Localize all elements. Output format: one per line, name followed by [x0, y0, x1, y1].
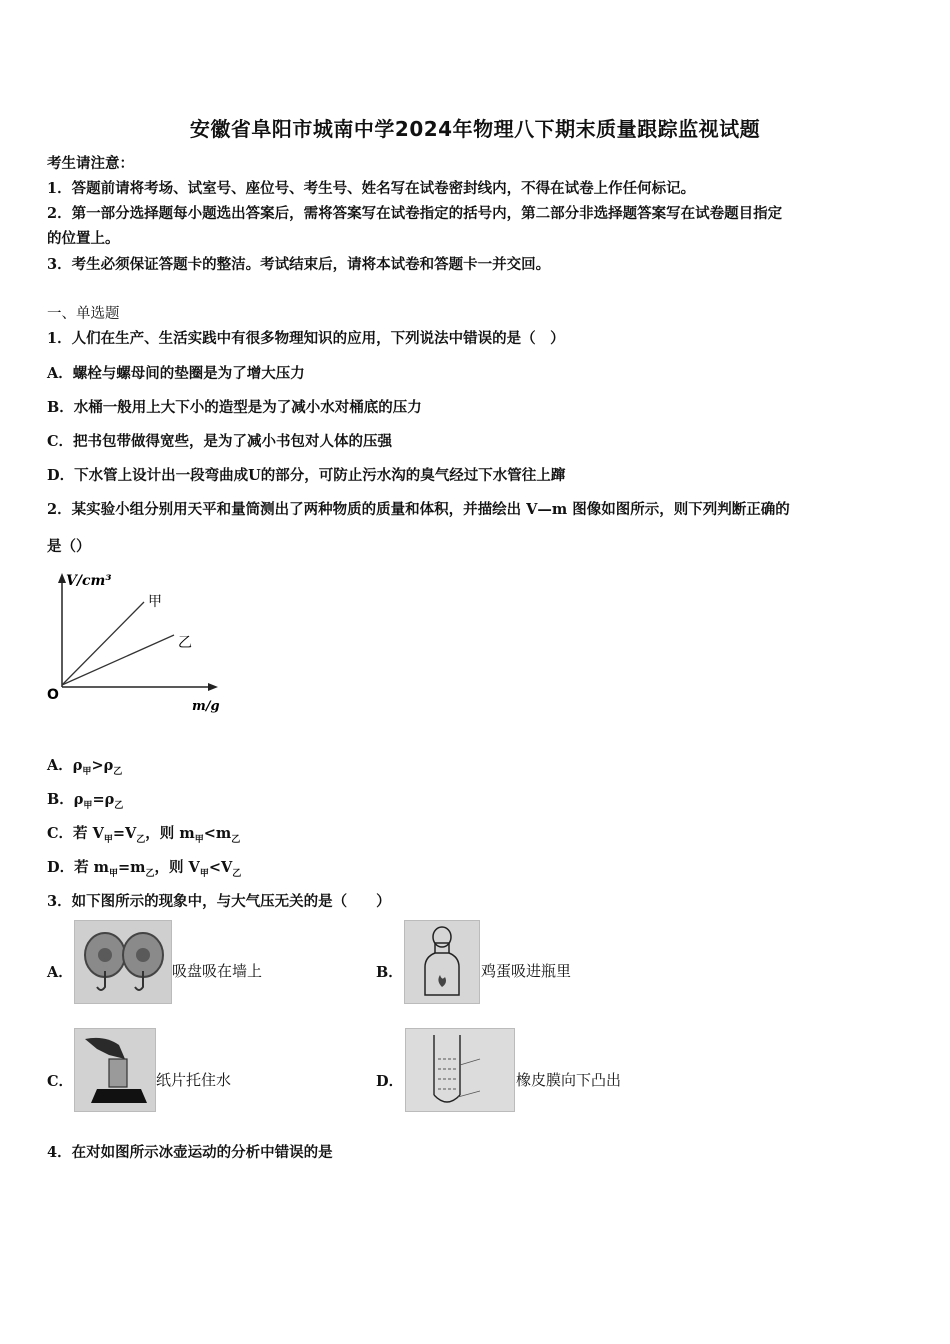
question-2-option-a: A．$\rho_甲>\rho_乙$ [47, 757, 123, 777]
line-yi-label: 乙 [178, 635, 192, 651]
question-1-stem: 1．人们在生产、生活实践中有很多物理知识的应用，下列说法中错误的是（ ） [47, 330, 565, 347]
x-axis-arrow [208, 683, 218, 691]
question-3-option-c-caption: 纸片托住水 [156, 1071, 232, 1089]
question-4-stem: 4．在对如图所示冰壶运动的分析中错误的是 [47, 1144, 333, 1161]
question-2-stem: 2．某实验小组分别用天平和量筒测出了两种物质的质量和体积，并描绘出 V—m 图像如图所示，则下列判断正确的 [47, 501, 790, 518]
question-3-option-c-letter: C． [47, 1073, 74, 1090]
line-jia-label: 甲 [148, 594, 162, 610]
notice-item: 1．答题前请将考场、试室号、座位号、考生号、姓名写在试卷密封线内，不得在试卷上作任何标记。 [47, 180, 696, 197]
line-yi [62, 635, 174, 685]
paper-water-image [74, 1028, 156, 1112]
question-3-option-a-caption: 吸盘吸在墙上 [172, 962, 263, 980]
question-2-option-d: D．若 $m_甲=m_乙$，则 $V_甲<V_乙$ [47, 859, 242, 879]
section-heading: 一、单选题 [47, 306, 120, 322]
rubber-membrane-image [405, 1028, 515, 1112]
question-3-option-d-letter: D． [376, 1073, 404, 1090]
notice-heading: 考生请注意： [47, 155, 134, 172]
question-3-option-d-caption: 橡皮膜向下凸出 [516, 1071, 622, 1089]
question-3-option-b-caption: 鸡蛋吸进瓶里 [481, 962, 572, 980]
question-2-stem-cont: 是（） [47, 538, 91, 555]
notice-item: 2．第一部分选择题每小题选出答案后，需将答案写在试卷指定的括号内，第二部分非选择题答案写在试卷题目指定 [47, 205, 783, 222]
notice-item: 的位置上。 [47, 230, 120, 247]
question-2-option-b: B．$\rho_甲=\rho_乙$ [47, 791, 124, 811]
line-jia [62, 602, 144, 685]
y-axis-arrow [58, 573, 66, 583]
v-m-graph [40, 565, 230, 715]
question-1-option-d: D．下水管上设计出一段弯曲成U的部分，可防止污水沟的臭气经过下水管往上蹿 [47, 467, 566, 484]
question-3-option-a-letter: A． [47, 964, 73, 981]
x-axis-label: m/g [192, 699, 220, 714]
origin-label: O [47, 687, 59, 703]
page-title: 安徽省阜阳市城南中学2024年物理八下期末质量跟踪监视试题 [189, 117, 761, 141]
y-axis-label: V/cm³ [66, 573, 112, 589]
question-3-option-b-letter: B． [376, 964, 403, 981]
question-1-option-c: C．把书包带做得宽些，是为了减小书包对人体的压强 [47, 433, 393, 450]
question-2-option-c: C．若 $V_甲=V_乙$，则 $m_甲<m_乙$ [47, 825, 241, 845]
question-3-stem: 3．如下图所示的现象中，与大气压无关的是（ ） [47, 893, 391, 910]
suction-cups-image [74, 920, 172, 1004]
question-1-option-b: B．水桶一般用上大下小的造型是为了减小水对桶底的压力 [47, 399, 422, 416]
question-1-option-a: A．螺栓与螺母间的垫圈是为了增大压力 [47, 365, 305, 382]
notice-item: 3．考生必须保证答题卡的整洁。考试结束后，请将本试卷和答题卡一并交回。 [47, 256, 551, 273]
egg-bottle-image [404, 920, 480, 1004]
